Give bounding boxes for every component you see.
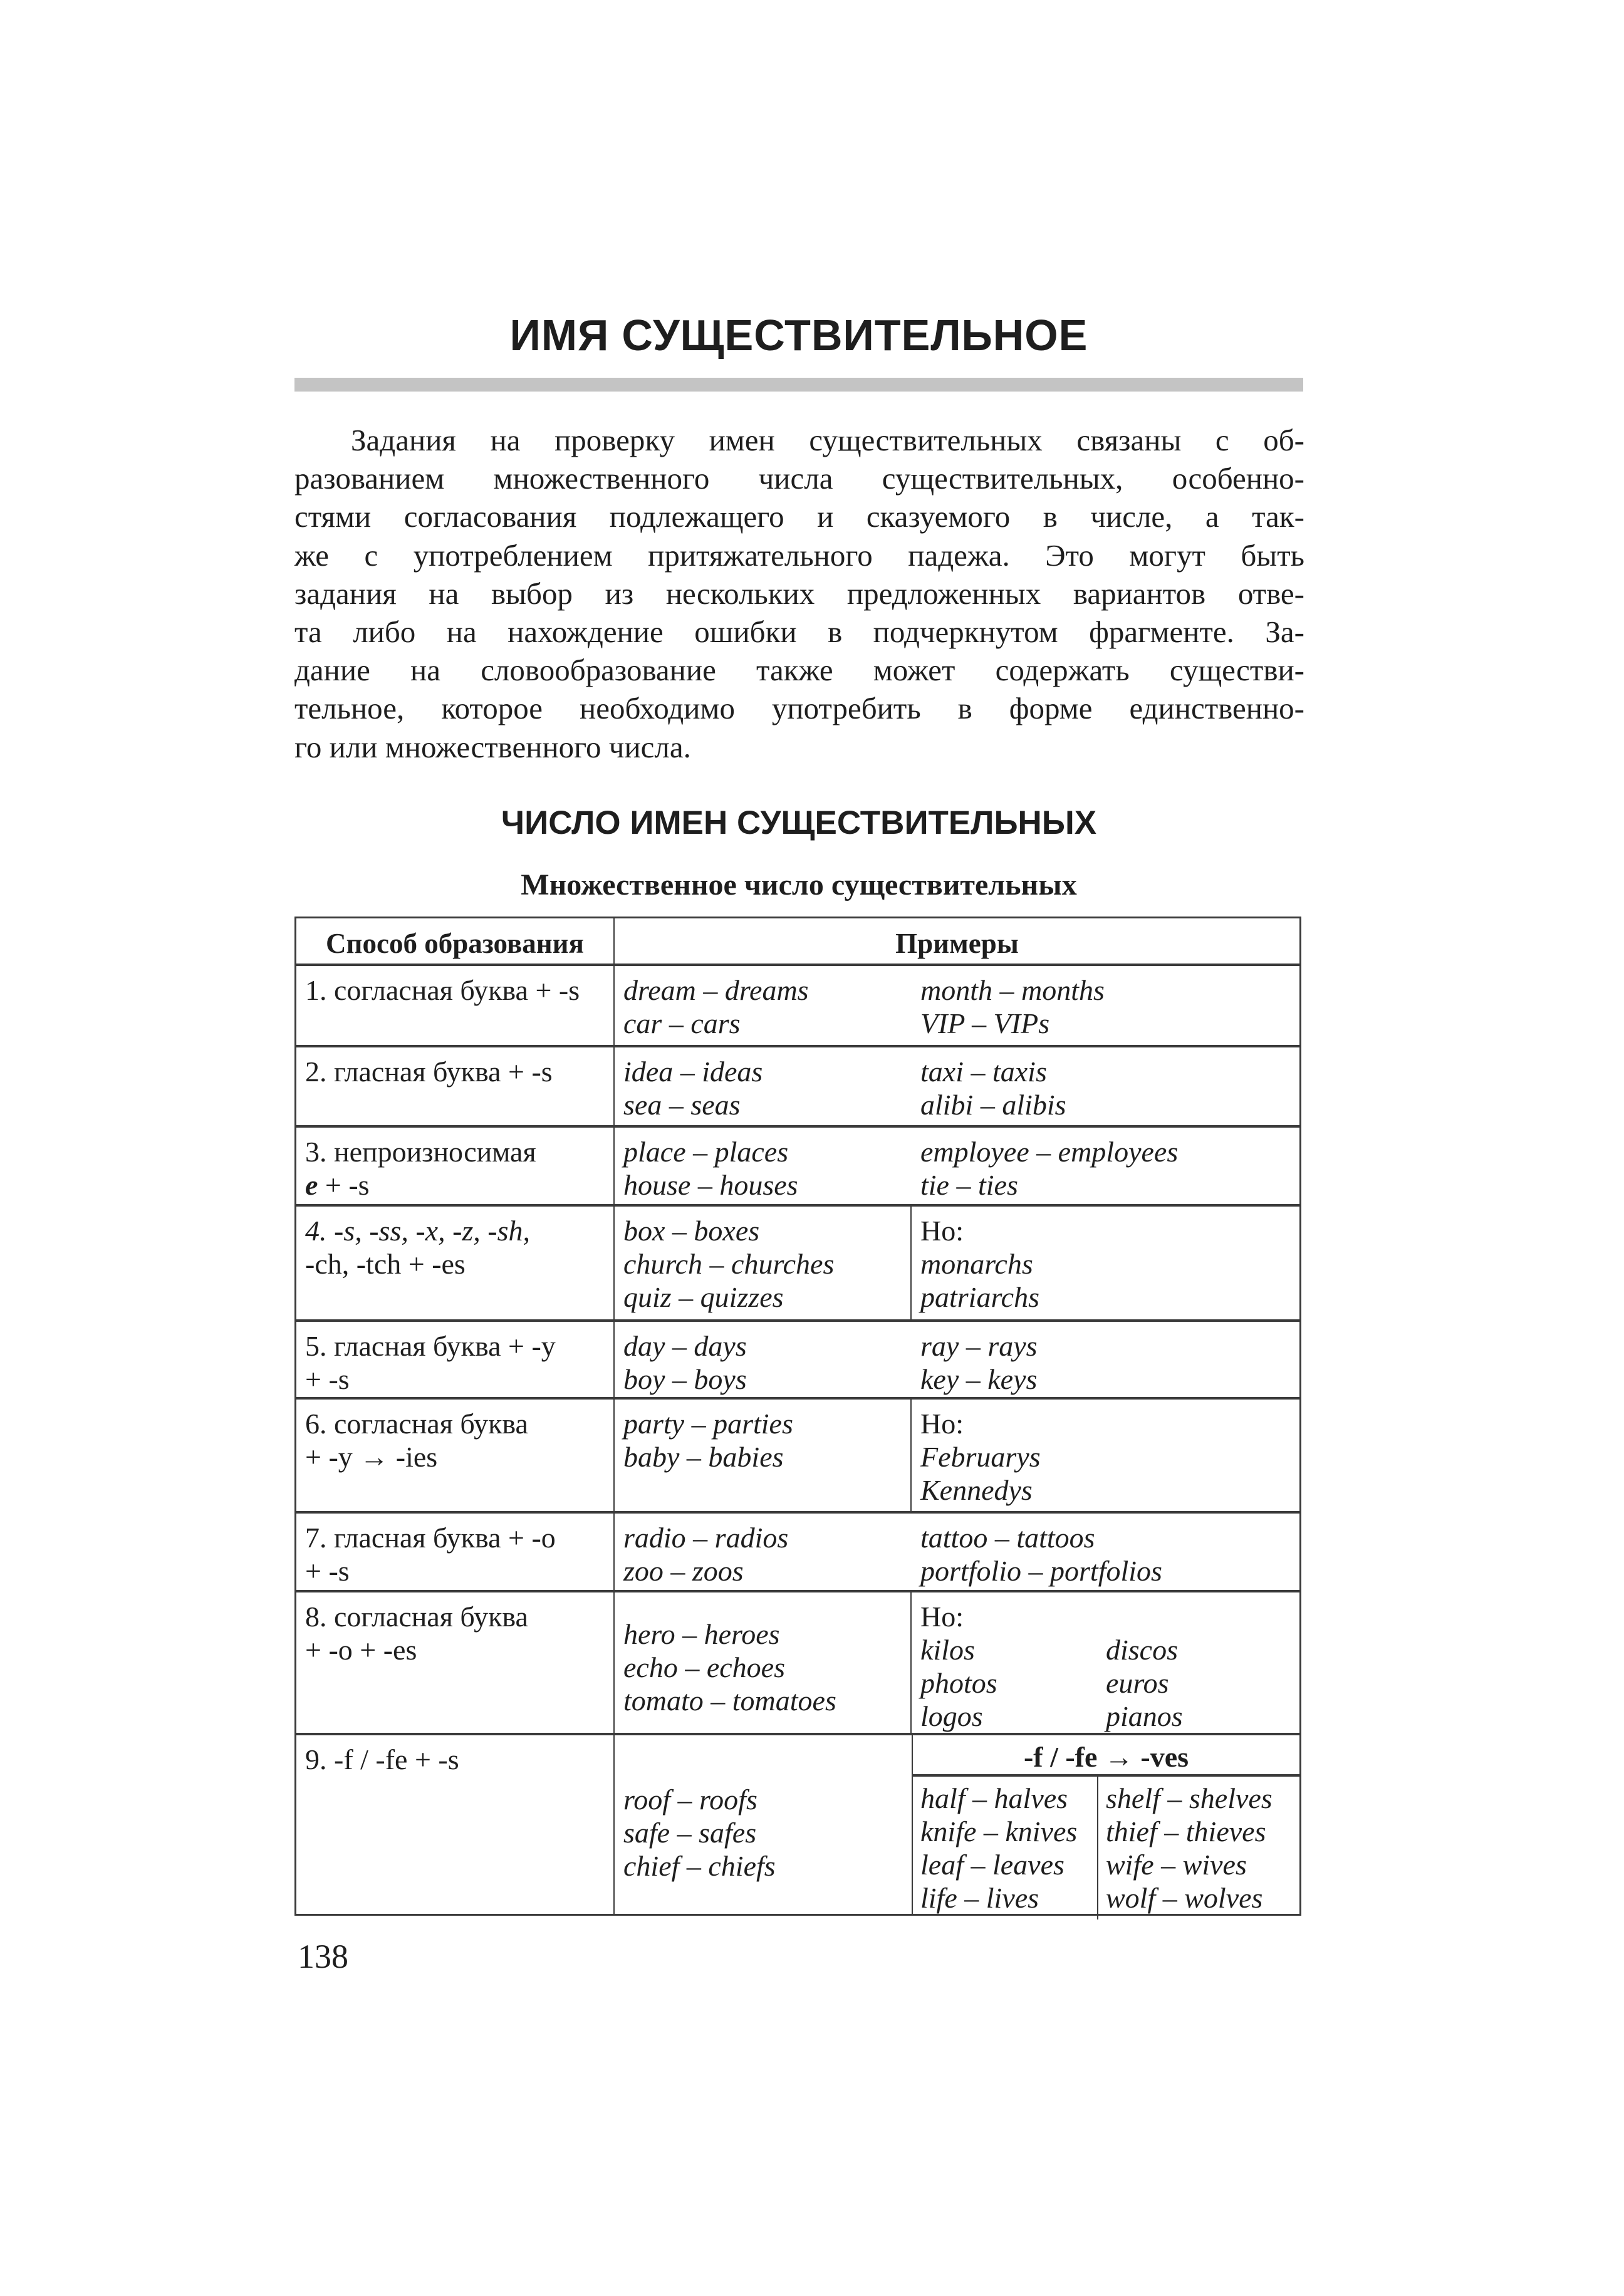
example: boy – boys xyxy=(623,1363,747,1395)
rule-text: 7. гласная буква + -o xyxy=(305,1522,556,1554)
example: dream – dreams xyxy=(623,974,809,1006)
rule-text: 2. гласная буква + -s xyxy=(305,1056,553,1088)
example: sea – seas xyxy=(623,1089,741,1121)
example: leaf – leaves xyxy=(920,1849,1064,1881)
exceptions-label: Но: xyxy=(920,1408,964,1440)
ves-column-left xyxy=(913,1777,1098,1919)
ves-sub-header: -f / -fe → -ves xyxy=(912,1735,1299,1777)
table-row xyxy=(296,1592,1299,1735)
table-caption: Множественное число существительных xyxy=(521,868,1077,901)
example: zoo – zoos xyxy=(623,1555,744,1587)
rule-text: -ch, -tch + -es xyxy=(305,1248,466,1280)
example: car – cars xyxy=(623,1007,741,1039)
exceptions-cell xyxy=(912,1400,1299,1511)
ves-examples-grid xyxy=(912,1777,1299,1914)
rule-text: 4. -s, -ss, -x, -z, -sh, xyxy=(305,1215,531,1247)
header-cell-examples: Примеры xyxy=(895,928,1019,959)
example: party – parties xyxy=(623,1408,793,1440)
example: knife – knives xyxy=(920,1816,1078,1847)
table-row xyxy=(296,1322,1299,1400)
table-header-row xyxy=(296,918,1299,966)
examples-cell xyxy=(912,1322,1299,1397)
example: photos xyxy=(920,1667,997,1699)
example: church – churches xyxy=(623,1248,835,1280)
examples-cell xyxy=(912,1514,1299,1590)
example: taxi – taxis xyxy=(920,1056,1047,1088)
example: life – lives xyxy=(920,1882,1039,1914)
examples-cell xyxy=(615,1128,912,1204)
ves-column-right xyxy=(1098,1777,1299,1919)
example: VIP – VIPs xyxy=(920,1007,1050,1039)
examples-cell xyxy=(615,966,912,1045)
example: logos xyxy=(920,1700,983,1732)
exceptions-cell xyxy=(912,1592,1299,1733)
intro-line: разованием множественного числа существительных, особенно- xyxy=(294,461,1304,496)
examples-cell xyxy=(912,966,1299,1045)
example: euros xyxy=(1106,1667,1169,1699)
rule-cell xyxy=(296,1514,615,1590)
example: tomato – tomatoes xyxy=(623,1685,836,1717)
example: portfolio – portfolios xyxy=(920,1555,1162,1587)
table-row xyxy=(296,966,1299,1047)
header-cell-method: Способ образования xyxy=(296,918,615,964)
rule-text: + -y → -ies xyxy=(305,1441,438,1473)
example: ray – rays xyxy=(920,1330,1038,1362)
example: box – boxes xyxy=(623,1215,760,1247)
rule-text: e + -s xyxy=(305,1169,370,1201)
examples-cell xyxy=(615,1592,912,1733)
chapter-title: ИМЯ СУЩЕСТВИТЕЛЬНОЕ xyxy=(509,311,1088,360)
example: discos xyxy=(1106,1634,1178,1666)
rule-cell xyxy=(296,966,615,1045)
example: baby – babies xyxy=(623,1441,784,1473)
rule-text: 1. согласная буква + -s xyxy=(305,974,580,1006)
rule-cell xyxy=(296,1735,615,1914)
examples-cell xyxy=(615,1322,912,1397)
intro-line: Задания на проверку имен существительных связаны с об- xyxy=(351,423,1304,457)
exceptions-label: Но: xyxy=(920,1601,964,1633)
example: monarchs xyxy=(920,1248,1033,1280)
example: patriarchs xyxy=(920,1281,1039,1313)
example: radio – radios xyxy=(623,1522,789,1554)
table-row xyxy=(296,1735,1299,1914)
rule-cell xyxy=(296,1400,615,1511)
example: hero – heroes xyxy=(623,1618,780,1650)
example: wife – wives xyxy=(1106,1849,1247,1881)
section-title: ЧИСЛО ИМЕН СУЩЕСТВИТЕЛЬНЫХ xyxy=(501,804,1097,841)
example: half – halves xyxy=(920,1782,1068,1814)
title-underline-bar xyxy=(294,378,1303,392)
example: employee – employees xyxy=(920,1136,1179,1168)
intro-line: го или множественного числа. xyxy=(294,729,691,764)
example: house – houses xyxy=(623,1169,798,1201)
example: tie – ties xyxy=(920,1169,1018,1201)
rule-cell xyxy=(296,1207,615,1319)
example: quiz – quizzes xyxy=(623,1281,784,1313)
examples-cell xyxy=(615,1735,912,1914)
intro-line: задания на выбор из нескольких предложенных вариантов отве- xyxy=(294,576,1304,611)
exceptions-label: Но: xyxy=(920,1215,964,1247)
table-row xyxy=(296,1400,1299,1514)
example: thief – thieves xyxy=(1106,1816,1266,1847)
rule-text: + -s xyxy=(305,1363,350,1395)
example: wolf – wolves xyxy=(1106,1882,1263,1914)
example: tattoo – tattoos xyxy=(920,1522,1095,1554)
example: day – days xyxy=(623,1330,747,1362)
rule-text: + -o + -es xyxy=(305,1634,417,1666)
intro-line: дание на словообразование также может содержать существи- xyxy=(294,653,1304,688)
example: idea – ideas xyxy=(623,1056,763,1088)
rule-text: 9. -f / -fe + -s xyxy=(305,1743,459,1775)
rule-text: 6. согласная буква xyxy=(305,1408,528,1440)
page-number: 138 xyxy=(298,1938,348,1975)
examples-cell xyxy=(615,1207,912,1319)
table-row xyxy=(296,1047,1299,1128)
example: kilos xyxy=(920,1634,975,1666)
rule-text: 3. непроизносимая xyxy=(305,1136,536,1168)
rule-text: 8. согласная буква xyxy=(305,1601,528,1633)
table-row xyxy=(296,1128,1299,1207)
example: month – months xyxy=(920,974,1105,1006)
intro-line: тельное, которое необходимо употребить в форме единственно- xyxy=(294,691,1304,726)
exceptions-cell xyxy=(912,1207,1299,1319)
intro-line: та либо на нахождение ошибки в подчеркнутом фрагменте. За- xyxy=(294,614,1304,649)
exceptions-grid xyxy=(920,1633,1291,1733)
example: chief – chiefs xyxy=(623,1850,776,1882)
rule-cell xyxy=(296,1592,615,1733)
examples-cell xyxy=(615,1400,912,1511)
examples-cell xyxy=(912,1047,1299,1125)
intro-paragraph xyxy=(294,421,1304,766)
example: alibi – alibis xyxy=(920,1089,1066,1121)
table-row xyxy=(296,1514,1299,1592)
example: echo – echoes xyxy=(623,1651,785,1683)
rule-cell xyxy=(296,1047,615,1125)
examples-cell xyxy=(615,1047,912,1125)
rule-cell xyxy=(296,1128,615,1204)
intro-line: стями согласования подлежащего и сказуемого в числе, а так- xyxy=(294,499,1304,534)
example: roof – roofs xyxy=(623,1784,757,1816)
example: key – keys xyxy=(920,1363,1038,1395)
rule-text: 5. гласная буква + -y xyxy=(305,1330,556,1362)
example: pianos xyxy=(1106,1700,1183,1732)
rule-text: + -s xyxy=(305,1555,350,1587)
plural-nouns-table xyxy=(294,917,1301,1916)
examples-cell xyxy=(912,1128,1299,1204)
example: safe – safes xyxy=(623,1817,757,1849)
example: Februarys xyxy=(920,1441,1041,1473)
example: place – places xyxy=(623,1136,789,1168)
example: shelf – shelves xyxy=(1106,1782,1273,1814)
rule-cell xyxy=(296,1322,615,1397)
table-row xyxy=(296,1207,1299,1322)
examples-cell xyxy=(615,1514,912,1590)
example: Kennedys xyxy=(920,1474,1033,1506)
intro-line: же с употреблением притяжательного падежа. Это могут быть xyxy=(294,538,1304,573)
